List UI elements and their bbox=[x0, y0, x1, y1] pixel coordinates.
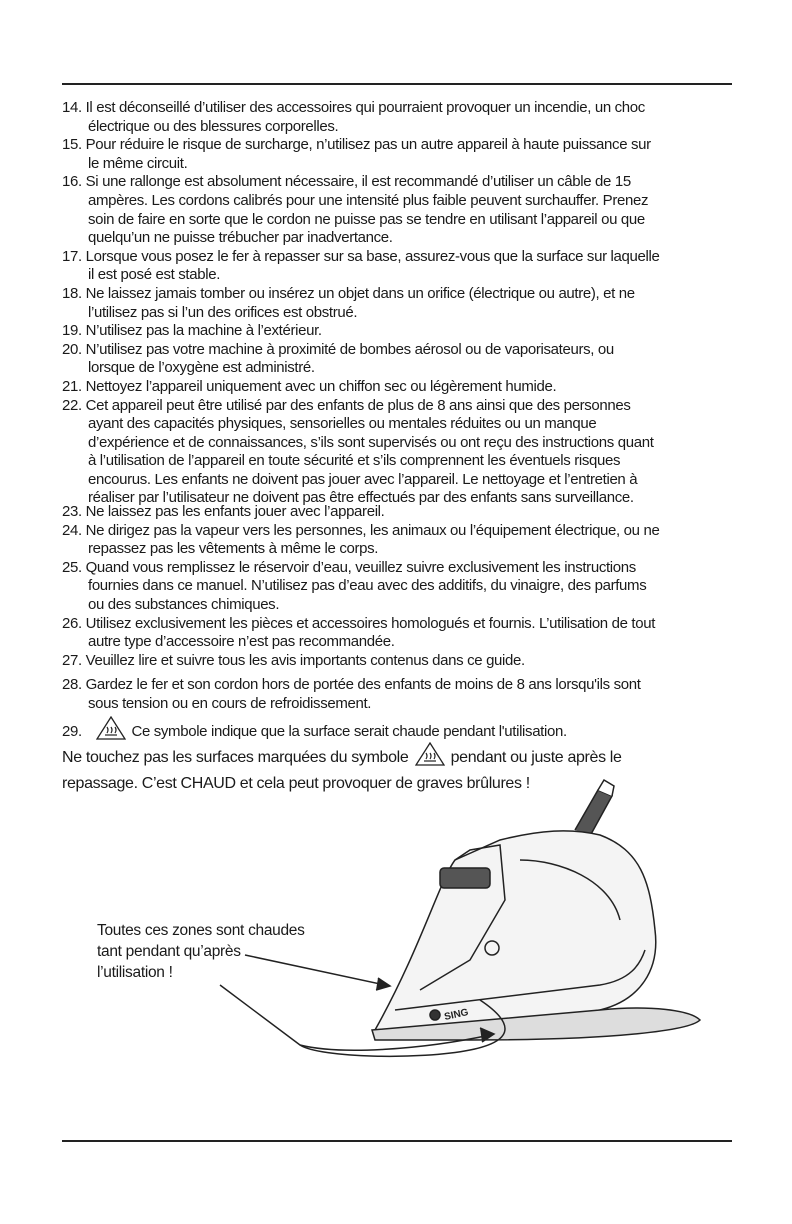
list-item-line: 23. Ne laissez pas les enfants jouer avec l’appareil. bbox=[62, 503, 385, 520]
item-29-text: Ce symbole indique que la surface serait chaude pendant l'utilisation. bbox=[131, 723, 567, 740]
list-item-line: autre type d’accessoire n’est pas recommandée. bbox=[88, 633, 395, 651]
list-item-line: il est posé est stable. bbox=[88, 266, 221, 284]
list-item-line: 21. Nettoyez l’appareil uniquement avec un chiffon sec ou légèrement humide. bbox=[62, 377, 557, 395]
warning-text-3: repassage. C’est CHAUD et cela peut provoquer de graves brûlures ! bbox=[62, 775, 530, 792]
list-item-line: ampères. Les cordons calibrés pour une intensité plus faible peuvent surchauffer. Prenez bbox=[88, 191, 649, 209]
list-item-line: 26. Utilisez exclusivement les pièces et accessoires homologués et fournis. L’utilisation de tout bbox=[62, 614, 656, 632]
warning-text-1: Ne touchez pas les surfaces marquées du symbole bbox=[62, 749, 409, 766]
list-item-line: le même circuit. bbox=[88, 154, 188, 172]
list-item-line: 28. Gardez le fer et son cordon hors de portée des enfants de moins de 8 ans lorsqu'ils sont bbox=[62, 676, 641, 693]
list-item-line: 24. Ne dirigez pas la vapeur vers les personnes, les animaux ou l’équipement électrique, ou ne bbox=[62, 521, 660, 539]
list-item-line: 25. Quand vous remplissez le réservoir d’eau, veuillez suivre exclusivement les instructions bbox=[62, 558, 636, 576]
iron-brand-logo: SING bbox=[443, 1007, 470, 1023]
list-item-line: 20. N’utilisez pas votre machine à proximité de bombes aérosol ou de vaporisateurs, ou bbox=[62, 340, 614, 358]
list-item-line: ayant des capacités physiques, sensorielles ou mentales réduites ou un manque bbox=[88, 415, 597, 433]
list-item-line: 14. Il est déconseillé d’utiliser des accessoires qui pourraient provoquer un incendie, un choc bbox=[62, 99, 645, 116]
list-item-line: fournies dans ce manuel. N’utilisez pas d’eau avec des additifs, du vinaigre, des parfums bbox=[88, 577, 647, 595]
list-item-line: sous tension ou en cours de refroidissement. bbox=[88, 694, 372, 712]
list-item-line: 27. Veuillez lire et suivre tous les avis importants contenus dans ce guide. bbox=[62, 651, 525, 669]
list-item-line: 18. Ne laissez jamais tomber ou insérez un objet dans un orifice (électrique ou autre), et ne bbox=[62, 284, 635, 302]
iron-body bbox=[375, 831, 656, 1030]
list-item-line: repassez pas les vêtements à même le corps. bbox=[88, 540, 379, 558]
list-item-line: soin de faire en sorte que le cordon ne puisse pas se tendre en utilisant l’appareil ou que bbox=[88, 210, 645, 228]
callout-line: tant pendant qu’après bbox=[97, 943, 241, 960]
list-item-line: réaliser par l’utilisateur ne doivent pas être effectués par des enfants sans surveillance. bbox=[88, 489, 634, 507]
iron-cord bbox=[575, 790, 612, 836]
callout-line: l’utilisation ! bbox=[97, 964, 173, 981]
item-number: 29. bbox=[62, 723, 82, 740]
list-item-line: encourus. Les enfants ne doivent pas jouer avec l’appareil. Le nettoyage et l’entretien à bbox=[88, 470, 638, 488]
list-item-line: d’expérience et de connaissances, s’ils sont supervisés ou ont reçu des instructions quant bbox=[88, 433, 654, 451]
list-item-line: lorsque de l’oxygène est administré. bbox=[88, 359, 315, 377]
list-item-line: l’utilisez pas si l’un des orifices est obstrué. bbox=[88, 303, 358, 321]
warning-text-2: pendant ou juste après le bbox=[450, 749, 622, 766]
list-item-line: électrique ou des blessures corporelles. bbox=[88, 117, 339, 135]
list-item-line: quelqu’un ne puisse trébucher par inadvertance. bbox=[88, 229, 393, 247]
list-item-line: 17. Lorsque vous posez le fer à repasser sur sa base, assurez-vous que la surface sur laquelle bbox=[62, 247, 660, 265]
list-item-line: 16. Si une rallonge est absolument nécessaire, il est recommandé d’utiliser un câble de 15 bbox=[62, 173, 631, 191]
list-item-line: 19. N’utilisez pas la machine à l’extérieur. bbox=[62, 322, 322, 340]
bottom-rule bbox=[62, 1140, 732, 1142]
list-item-line: 22. Cet appareil peut être utilisé par des enfants de plus de 8 ans ainsi que des personnes bbox=[62, 396, 631, 414]
list-item-line: à l’utilisation de l’appareil en toute sécurité et s’ils comprennent les éventuels risques bbox=[88, 452, 621, 470]
list-item-line: ou des substances chimiques. bbox=[88, 595, 280, 613]
callout-line: Toutes ces zones sont chaudes bbox=[97, 922, 305, 939]
list-item-line: 15. Pour réduire le risque de surcharge, n’utilisez pas un autre appareil à haute puissance sur bbox=[62, 136, 651, 154]
